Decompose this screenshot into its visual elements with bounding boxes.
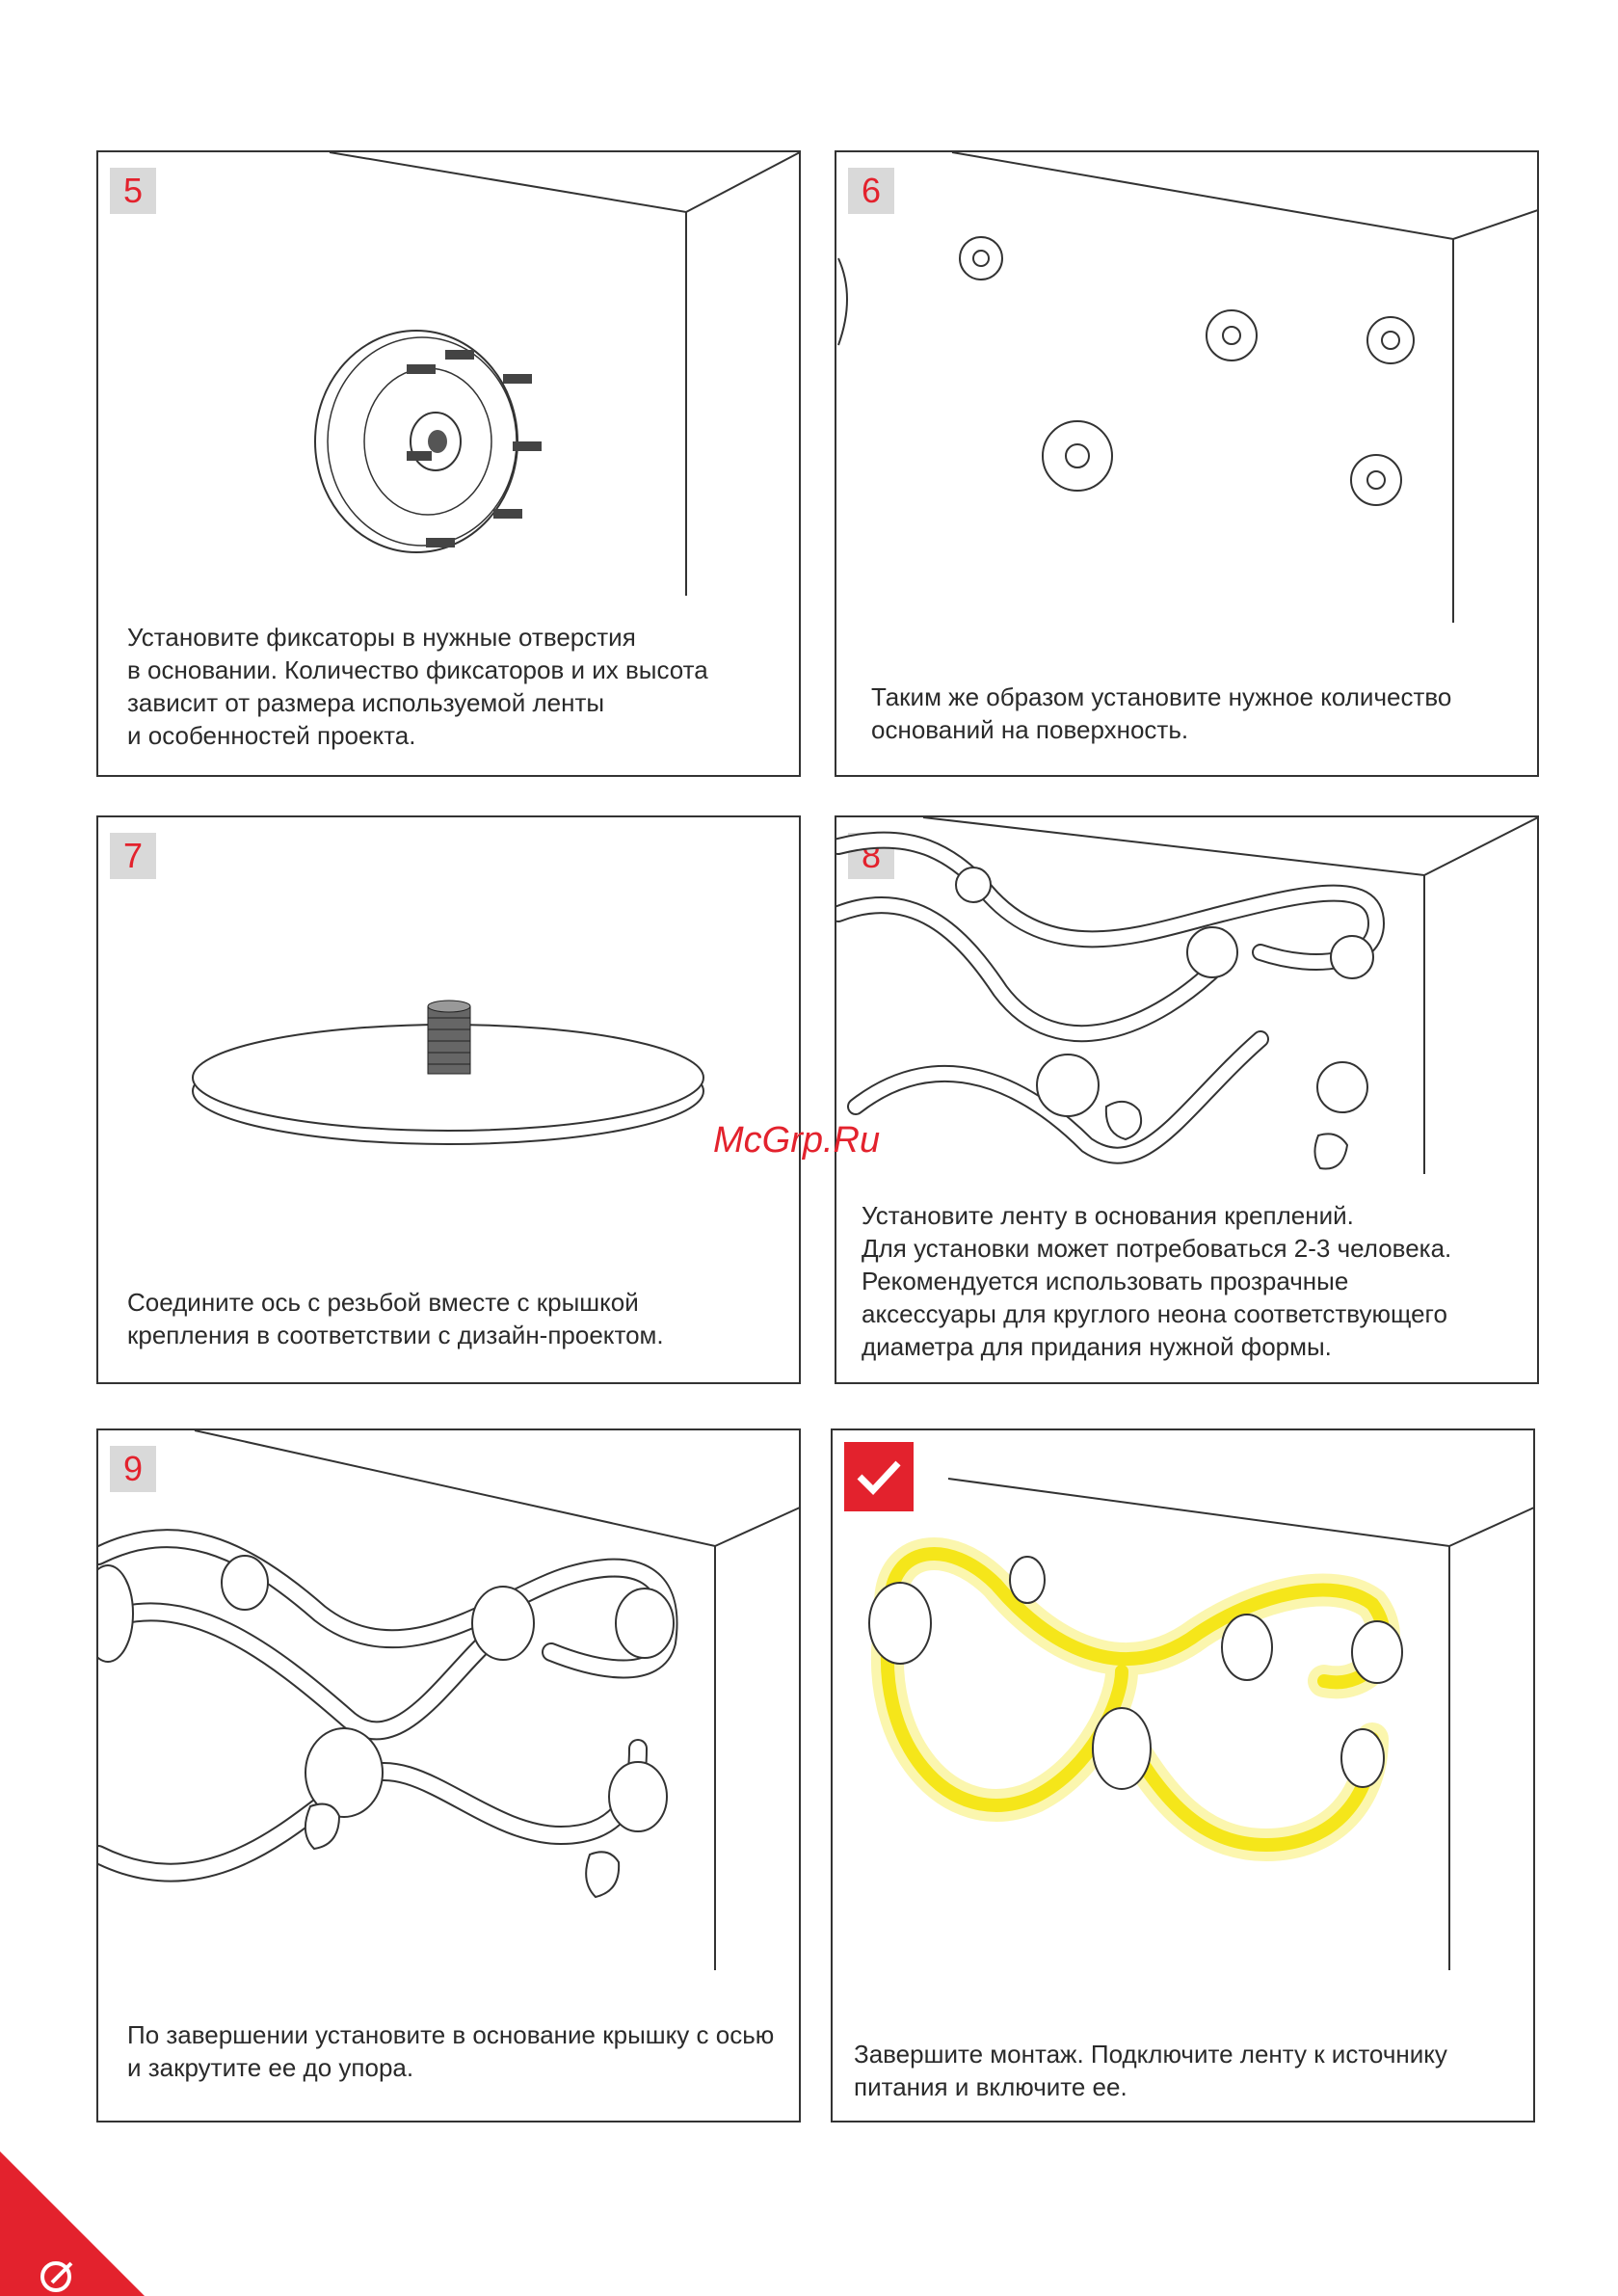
step-8-caption: Установите ленту в основания креплений. Для установки может потребоваться 2-3 человека. Рекомендуется использовать прозрачные аксессуары для круглого неона соответствующего диаметра для придания нужной формы. (862, 1201, 1452, 1361)
step-5-panel (96, 150, 801, 777)
mounting-base-icon (1351, 455, 1401, 505)
cover-cap-icon (1010, 1557, 1045, 1603)
cover-cap-icon (1093, 1708, 1151, 1789)
mounting-base-icon (1037, 1055, 1099, 1116)
attach-covers-illustration (98, 1430, 799, 2096)
step-number-badge: 6 (848, 168, 894, 214)
step-number-badge: 5 (110, 168, 156, 214)
mounting-base-icon (956, 868, 991, 902)
final-step-caption: Завершите монтаж. Подключите ленту к источнику питания и включите ее. (854, 2040, 1447, 2101)
mounting-base-icon (1187, 927, 1237, 977)
step-7-panel (96, 815, 801, 1384)
cover-cap-icon (1341, 1729, 1384, 1787)
mounting-base-icon (1367, 317, 1414, 363)
hand-icon (1106, 1102, 1347, 1169)
step-8-panel (835, 815, 1539, 1384)
mounting-base-icon (1331, 936, 1373, 978)
mounting-base-icon (960, 237, 1002, 280)
mounting-base-icon (1043, 421, 1112, 491)
mounting-base-icon (1207, 310, 1257, 360)
step-9-panel (96, 1428, 801, 2122)
step-number-badge: 9 (110, 1446, 156, 1492)
step-6-panel (835, 150, 1539, 777)
step-number-badge: 7 (110, 833, 156, 879)
mounting-base-icon (315, 331, 542, 552)
step-5-caption: Установите фиксаторы в нужные отверстия в основании. Количество фиксаторов и их высота зависит от размера используемой ленты и особенностей проекта. (127, 623, 708, 750)
step-9-caption: По завершении установите в основание крышку с осью и закрутите ее до упора. (127, 2020, 775, 2082)
cover-cap-icon (1352, 1621, 1402, 1683)
multiple-bases-illustration (836, 152, 1537, 750)
glowing-neon-illustration (833, 1430, 1533, 2096)
cover-with-axis-illustration (98, 817, 799, 1357)
step-6-caption: Таким же образом установите нужное количество оснований на поверхность. (871, 682, 1452, 744)
final-step-panel (831, 1428, 1535, 2122)
hand-icon (305, 1804, 619, 1897)
step-7-caption: Соедините ось с резьбой вместе с крышкой крепления в соответствии с дизайн-проектом. (127, 1288, 664, 1349)
cover-cap-icon (98, 1565, 133, 1662)
mounting-base-icon (1317, 1062, 1367, 1112)
brand-logo-icon (0, 2055, 145, 2296)
watermark-text: McGrp.Ru (713, 1120, 881, 1161)
cover-cap-icon (609, 1762, 667, 1831)
step-number-badge: 8 (848, 833, 894, 879)
cover-cap-icon (472, 1587, 534, 1660)
cover-cap-icon (222, 1556, 268, 1610)
threaded-axis-icon (428, 1001, 470, 1074)
cover-cap-icon (1222, 1615, 1272, 1680)
cover-cap-icon (616, 1589, 674, 1658)
cover-cap-icon (869, 1583, 931, 1664)
